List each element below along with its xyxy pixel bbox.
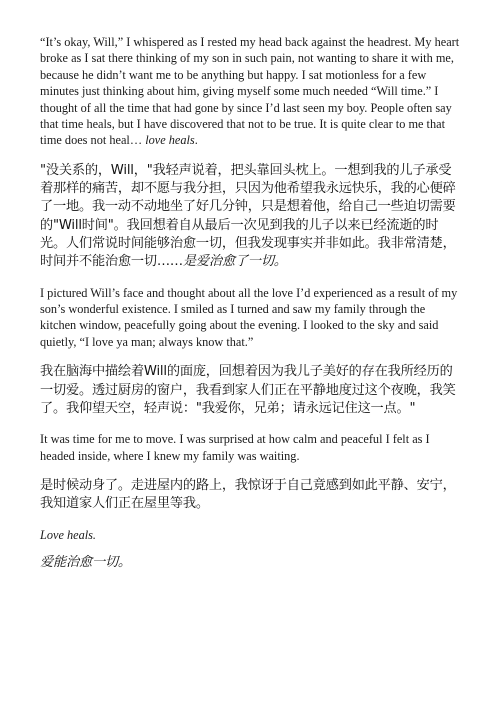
paragraph-italic: 是爱治愈了一切。 [182,254,287,270]
paragraph-zh-2 [40,363,464,418]
paragraph-text: "没关系的，Will，"我轻声说着，把头靠回头枕上。一想到我的儿子承受着那样的痛苦，却不愿与我分担，只因为他希望我永远快乐，我的心便碎了一地。我一动不动地坐了好几分钟，只是想着他，给自己一些迫切需要的"Will时间"。我回想着自从最后一次见到我的儿子以来已经流逝的时光。人们常说时间能够治愈一切，但我发现事实并非如此。我非常清楚，时间并不能治愈一切…… [40,162,456,270]
paragraph-italic: love heals [145,133,195,148]
document-page [40,34,464,585]
paragraph-tail: . [194,133,198,148]
paragraph-italic: Love heals. [40,527,97,542]
paragraph-en-1 [40,34,464,149]
paragraph-zh-4 [40,554,464,572]
paragraph-en-4 [40,527,464,543]
paragraph-text: “It’s okay, Will,” I whispered as I rested my head back against the headrest. My heart broke as I sat there thinking of my son in such pain, not wanting to share it with me, because he didn’t want me to be anything but happy. I sat motionless for a few minutes just thinking about him, giving myself some much needed “Will time.” I thought of all the time that had gone by since I’d last seen my boy. People often say that time heals, but I have discovered that not to be true. It is quite clear to me that time does not heal… [40,35,460,148]
paragraph-text: 我在脑海中描绘着Will的面庞，回想着因为我儿子美好的存在我所经历的一切爱。透过厨房的窗户，我看到家人们正在平静地度过这个夜晚，我笑了。我仰望天空，轻声说："我爱你，兄弟；请永远记住这一点。" [40,364,456,416]
paragraph-text: I pictured Will’s face and thought about all the love I’d experienced as a result of my son’s wonderful existence. I smiled as I turned and saw my family through the kitchen window, peacefully going about the evening. I looked to the sky and said quietly, “I love ya man; always know that.” [40,285,458,349]
paragraph-text: 是时候动身了。走进屋内的路上，我惊讶于自己竟感到如此平静、安宁，我知道家人们正在屋里等我。 [40,477,456,512]
paragraph-zh-1 [40,162,464,272]
paragraph-text: It was time for me to move. I was surprised at how calm and peaceful I felt as I headed inside, where I knew my family was waiting. [40,432,430,463]
paragraph-zh-3 [40,477,464,514]
paragraph-en-3 [40,431,464,464]
paragraph-en-2 [40,285,464,351]
paragraph-italic: 爱能治愈一切。 [40,554,131,570]
